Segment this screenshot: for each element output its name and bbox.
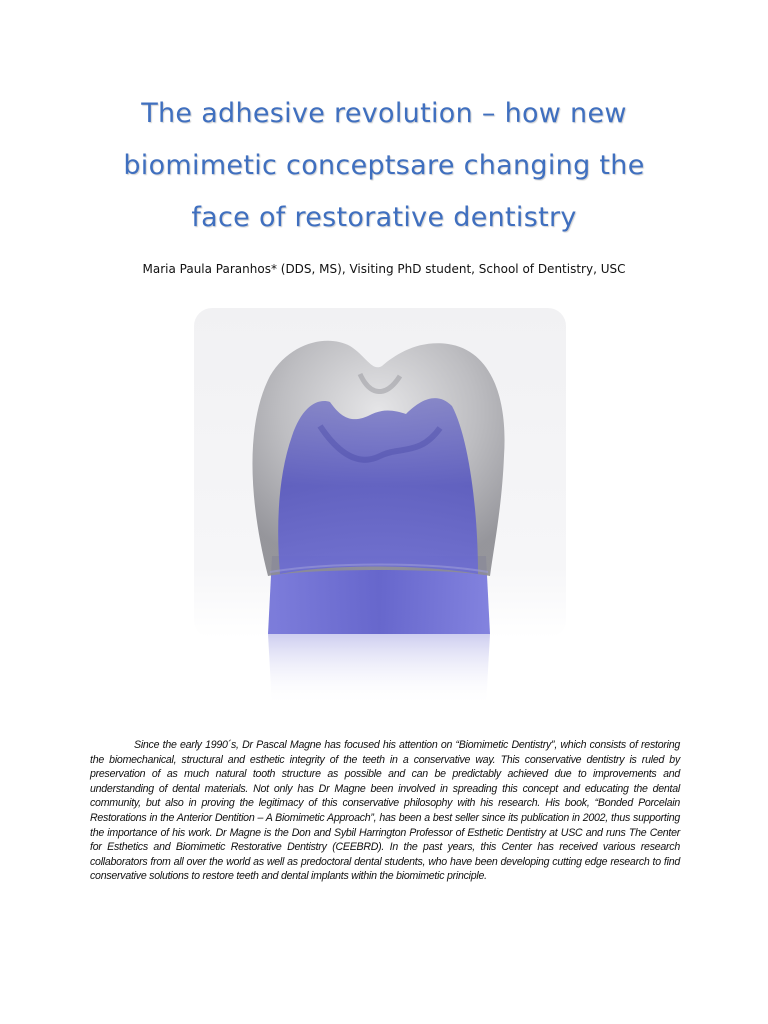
- tooth-icon: [190, 306, 570, 716]
- document-title: [60, 88, 708, 244]
- author-line: Maria Paula Paranhos* (DDS, MS), Visiting PhD student, School of Dentistry, USC: [142, 262, 626, 276]
- tooth-illustration: [190, 306, 570, 716]
- title-line: face of restorative dentistry: [191, 202, 577, 233]
- body-paragraph: Since the early 1990´s, Dr Pascal Magne has focused his attention on “Biomimetic Dentistry”, which consists of restoring the biomechanical, structural and esthetic integrity of the teeth in a conservative way. This conservative dentistry is ruled by preservation of as much natural tooth structure as possible and can be predictably achieved due to improvements and understanding of dental materials. Not only has Dr Magne been involved in spreading this concept and educating the dental community, but also in proving the legitimacy of this conservative philosophy with his research. His book, “Bonded Porcelain Restorations in the Anterior Dentition – A Biomimetic Approach”, has been a best seller since its publication in 2002, thus supporting the importance of his work. Dr Magne is the Don and Sybil Harrington Professor of Esthetic Dentistry at USC and runs The Center for Esthetics and Biomimetic Restorative Dentistry (CEEBRD). In the past years, this Center has received various research collaborators from all over the world as well as predoctoral dental students, who have been developing cutting edge research to find conservative solutions to restore teeth and dental implants within the biomimetic principle.: [90, 739, 680, 883]
- title-line: biomimetic conceptsare changing the: [123, 150, 645, 181]
- title-line: The adhesive revolution – how new: [141, 98, 627, 129]
